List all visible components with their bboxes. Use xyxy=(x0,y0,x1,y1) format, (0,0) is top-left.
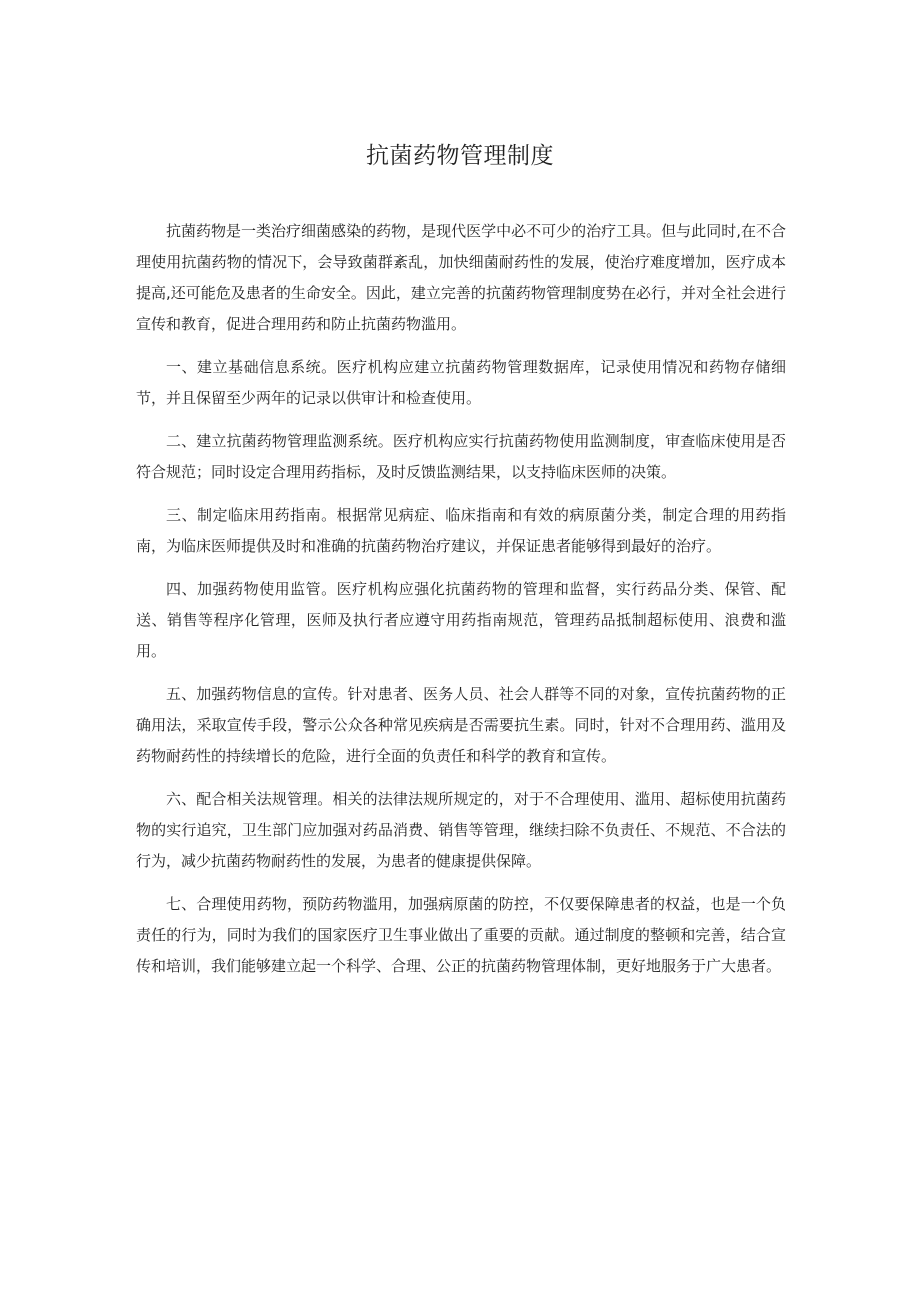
paragraph-item-2: 二、建立抗菌药物管理监测系统。医疗机构应实行抗菌药物使用监测制度，审查临床使用是否符合规范；同时设定合理用药指标，及时反馈监测结果，以支持临床医师的决策。 xyxy=(136,432,786,481)
paragraph-intro: 抗菌药物是一类治疗细菌感染的药物，是现代医学中必不可少的治疗工具。但与此同时,在不合理使用抗菌药物的情况下，会导致菌群紊乱，加快细菌耐药性的发展，使治疗难度增加，医疗成本提高,还可能危及患者的生命安全。因此，建立完善的抗菌药物管理制度势在必行，并对全社会进行宣传和教育，促进合理用药和防止抗菌药物滥用。 xyxy=(136,222,786,333)
paragraph-item-1: 一、建立基础信息系统。医疗机构应建立抗菌药物管理数据库，记录使用情况和药物存储细节，并且保留至少两年的记录以供审计和检查使用。 xyxy=(136,358,786,407)
paragraph-item-4: 四、加强药物使用监管。医疗机构应强化抗菌药物的管理和监督，实行药品分类、保管、配送、销售等程序化管理，医师及执行者应遵守用药指南规范，管理药品抵制超标使用、浪费和滥用。 xyxy=(136,580,786,660)
paragraph-item-7: 七、合理使用药物，预防药物滥用，加强病原菌的防控，不仅要保障患者的权益，也是一个负责任的行为，同时为我们的国家医疗卫生事业做出了重要的贡献。通过制度的整顿和完善，结合宣传和培训，我们能够建立起一个科学、合理、公正的抗菌药物管理体制，更好地服务于广大患者。 xyxy=(136,895,786,975)
document-title: 抗菌药物管理制度 xyxy=(366,143,554,169)
paragraph-item-6: 六、配合相关法规管理。相关的法律法规所规定的，对于不合理使用、滥用、超标使用抗菌药物的实行追究，卫生部门应加强对药品消费、销售等管理，继续扫除不负责任、不规范、不合法的行为，减少抗菌药物耐药性的发展，为患者的健康提供保障。 xyxy=(136,790,786,870)
paragraph-item-3: 三、制定临床用药指南。根据常见病症、临床指南和有效的病原菌分类，制定合理的用药指南，为临床医师提供及时和准确的抗菌药物治疗建议，并保证患者能够得到最好的治疗。 xyxy=(136,506,786,555)
document-body xyxy=(136,216,786,994)
paragraph-item-5: 五、加强药物信息的宣传。针对患者、医务人员、社会人群等不同的对象，宣传抗菌药物的正确用法，采取宣传手段，警示公众各种常见疾病是否需要抗生素。同时，针对不合理用药、滥用及药物耐药性的持续增长的危险，进行全面的负责任和科学的教育和宣传。 xyxy=(136,685,786,765)
